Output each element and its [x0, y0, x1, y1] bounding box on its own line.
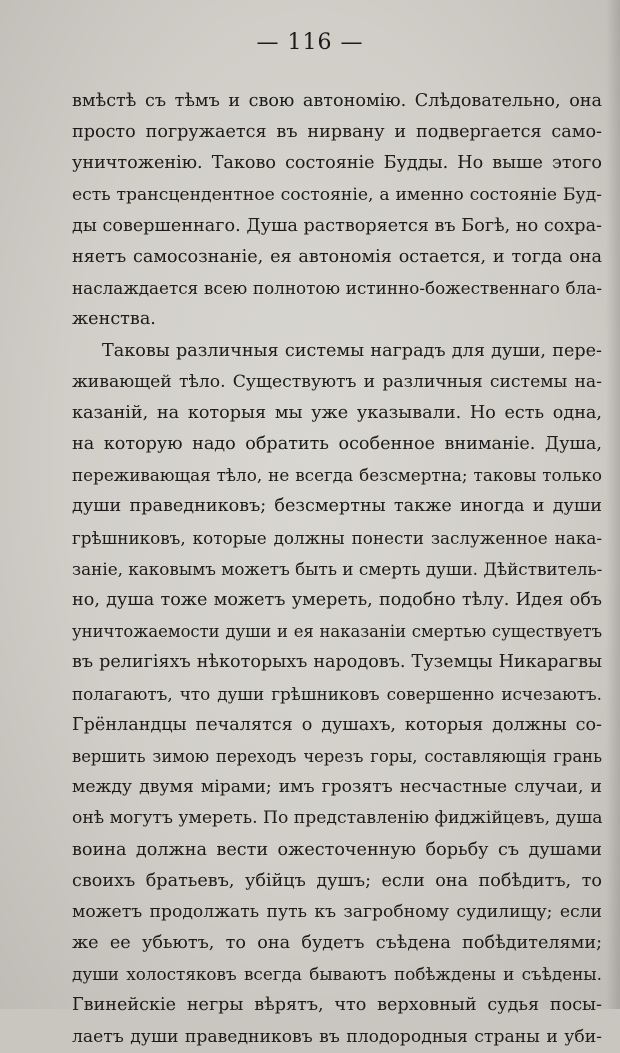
- page-number: — 116 —: [256, 30, 364, 55]
- text-line: души праведниковъ; безсмертны также иногда и души: [72, 496, 602, 517]
- text-line: между двумя мірами; имъ грозятъ несчастные случаи, и: [72, 777, 602, 798]
- text-line: же ее убьютъ, то она будетъ съѣдена побѣдителями;: [72, 933, 602, 954]
- text-line: уничтоженію. Таково состояніе Будды. Но выше этого: [72, 153, 602, 174]
- text-line: ды совершеннаго. Душа растворяется въ Богѣ, но сохра-: [72, 215, 602, 236]
- text-line: заніе, каковымъ можетъ быть и смерть души. Дѣйствитель-: [72, 558, 603, 579]
- text-line: переживающая тѣло, не всегда безсмертна; таковы только: [72, 465, 602, 486]
- text-line: своихъ братьевъ, убійцъ душъ; если она побѣдитъ, то: [72, 870, 602, 891]
- text-line: грѣшниковъ, которые должны понести заслуженное нака-: [72, 527, 602, 548]
- text-line: живающей тѣло. Существуютъ и различныя системы на-: [72, 371, 602, 392]
- text-line: вершить зимою переходъ черезъ горы, составляющія грань: [72, 746, 602, 766]
- text-line: наслаждается всею полнотою истинно-божественнаго бла-: [72, 278, 602, 299]
- text-line: женства.: [72, 309, 156, 330]
- body-text: [72, 86, 602, 1053]
- text-line: въ религіяхъ нѣкоторыхъ народовъ. Туземцы Никарагвы: [72, 652, 602, 673]
- text-line: можетъ продолжать путь къ загробному судилищу; если: [72, 901, 602, 922]
- text-line: полагаютъ, что души грѣшниковъ совершенно исчезаютъ.: [72, 683, 602, 704]
- text-line: просто погружается въ нирвану и подвергается само-: [72, 122, 602, 143]
- text-line: няетъ самосознаніе, ея автономія остается, и тогда она: [72, 246, 602, 267]
- paragraph-1: [72, 86, 602, 336]
- text-line: на которую надо обратить особенное вниманіе. Душа,: [72, 434, 602, 455]
- paragraph-2: [72, 336, 602, 1053]
- text-line: Грёнландцы печалятся о душахъ, которыя должны со-: [72, 714, 602, 735]
- page-edge-shadow: [606, 0, 620, 1009]
- text-line: казаній, на которыя мы уже указывали. Но есть одна,: [72, 402, 602, 423]
- text-line: души холостяковъ всегда бываютъ побѣждены и съѣдены.: [72, 964, 602, 985]
- text-line: есть трансцендентное состояніе, а именно состояніе Буд-: [72, 184, 602, 205]
- text-line: воина должна вести ожесточенную борьбу съ душами: [72, 839, 602, 860]
- text-line: лаетъ души праведниковъ въ плодородныя страны и уби-: [72, 1026, 602, 1047]
- text-line: вмѣстѣ съ тѣмъ и свою автономію. Слѣдовательно, она: [72, 91, 602, 111]
- text-line: Гвинейскіе негры вѣрятъ, что верховный судья посы-: [72, 995, 602, 1016]
- text-line: Таковы различныя системы наградъ для души, пере-: [102, 340, 602, 361]
- text-line: но, душа тоже можетъ умереть, подобно тѣлу. Идея объ: [72, 590, 602, 610]
- text-line: уничтожаемости души и ея наказаніи смертью существуетъ: [72, 622, 602, 642]
- text-line: онѣ могутъ умереть. По представленію фиджійцевъ, душа: [72, 808, 603, 829]
